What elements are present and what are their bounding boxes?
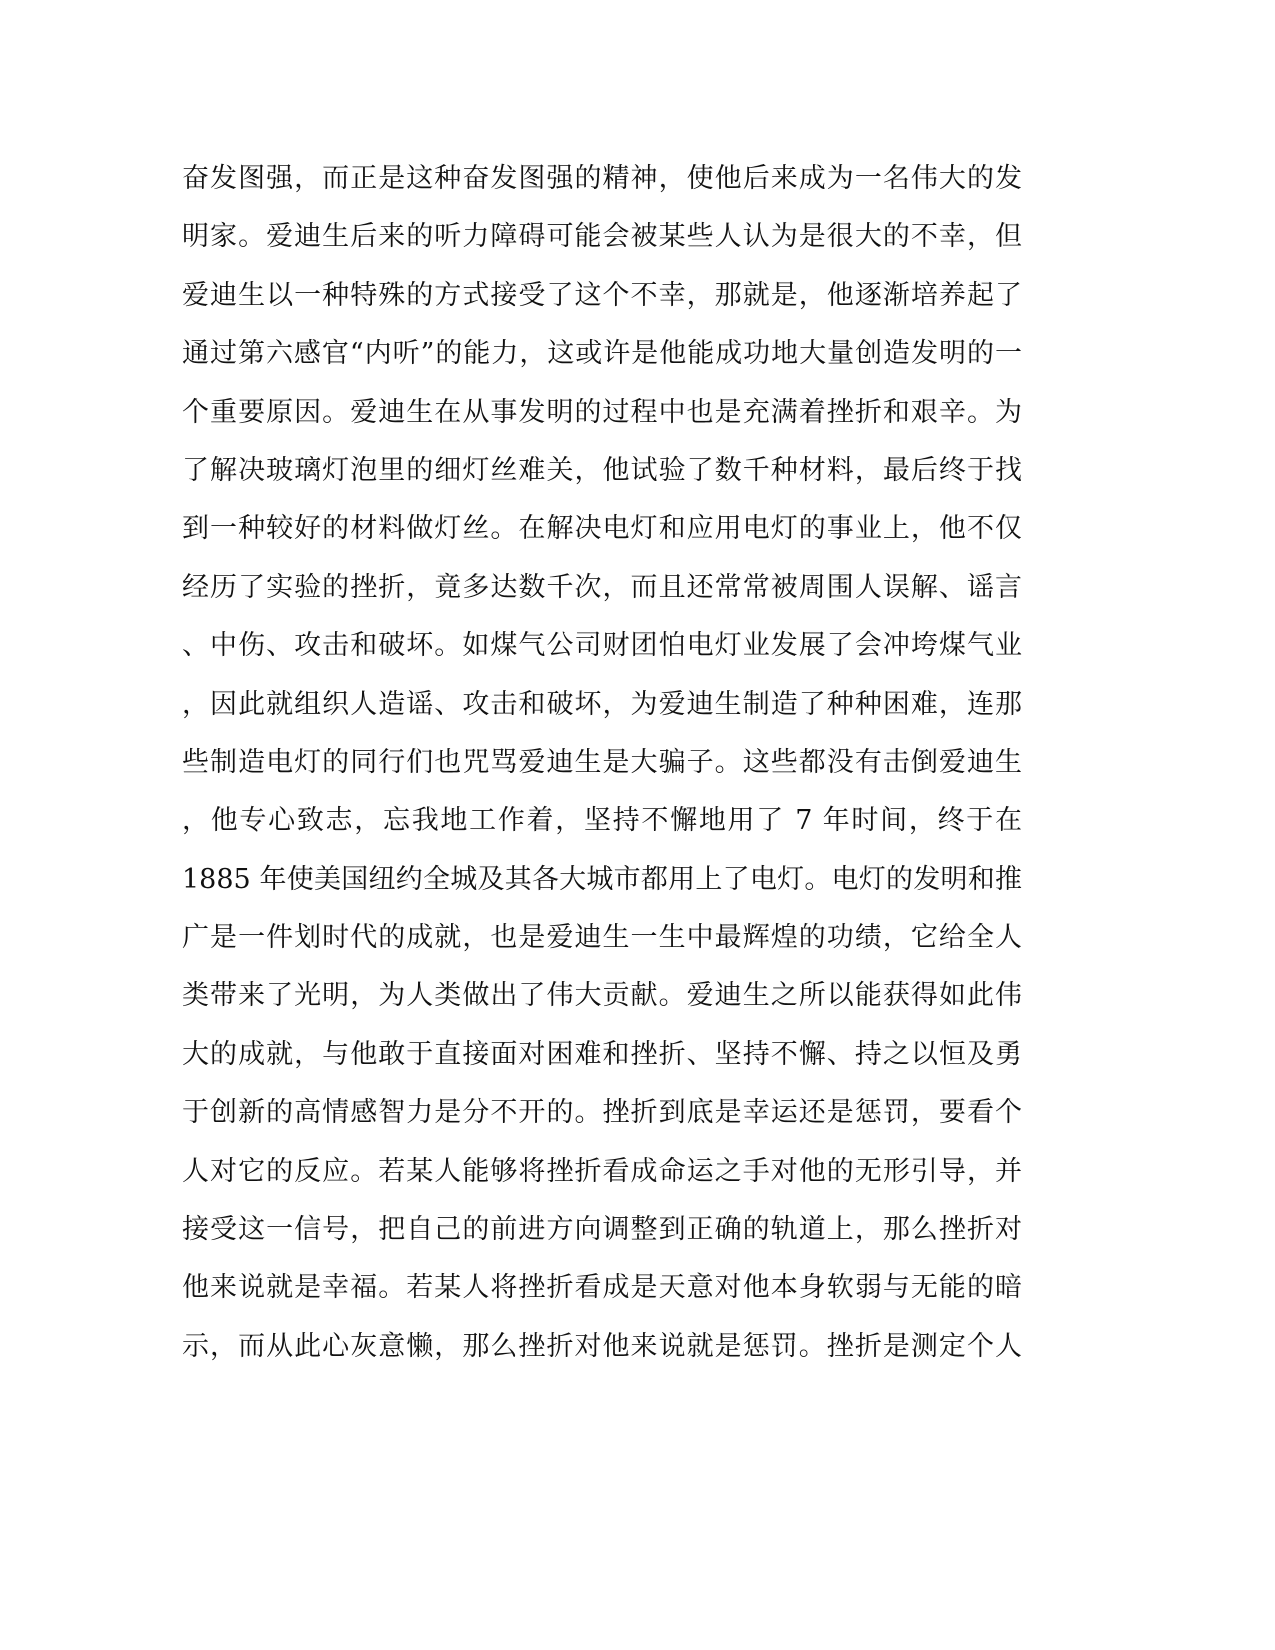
text-line: ，因此就组织人造谣、攻击和破坏，为爱迪生制造了种种困难，连那 — [182, 688, 1022, 720]
text-line: 1885 年使美国纽约全城及其各大城市都用上了电灯。电灯的发明和推 — [182, 863, 1022, 895]
text-line: 奋发图强，而正是这种奋发图强的精神，使他后来成为一名伟大的发 — [182, 163, 1022, 194]
text-line: 了解决玻璃灯泡里的细灯丝难关，他试验了数千种材料，最后终于找 — [182, 454, 1022, 486]
text-line: 通过第六感官“内听”的能力，这或许是他能成功地大量创造发明的一 — [182, 338, 1022, 370]
text-line: 明家。爱迪生后来的听力障碍可能会被某些人认为是很大的不幸，但 — [182, 221, 1022, 253]
body-text — [182, 150, 1022, 1376]
text-line: 接受这一信号，把自己的前进方向调整到正确的轨道上，那么挫折对 — [182, 1214, 1022, 1246]
text-line: 广是一件划时代的成就，也是爱迪生一生中最辉煌的功绩，它给全人 — [182, 922, 1022, 954]
text-line: 示，而从此心灰意懒，那么挫折对他来说就是惩罚。挫折是测定个人 — [182, 1330, 1022, 1362]
text-line: ，他专心致志，忘我地工作着，坚持不懈地用了 7 年时间，终于在 — [182, 805, 1022, 837]
text-line: 经历了实验的挫折，竟多达数千次，而且还常常被周围人误解、谣言 — [182, 571, 1022, 603]
text-line: 他来说就是幸福。若某人将挫折看成是天意对他本身软弱与无能的暗 — [182, 1272, 1022, 1304]
text-line: 、中伤、攻击和破坏。如煤气公司财团怕电灯业发展了会冲垮煤气业 — [182, 630, 1022, 662]
text-line: 到一种较好的材料做灯丝。在解决电灯和应用电灯的事业上，他不仅 — [182, 513, 1022, 545]
text-line: 人对它的反应。若某人能够将挫折看成命运之手对他的无形引导，并 — [182, 1155, 1022, 1187]
text-line: 爱迪生以一种特殊的方式接受了这个不幸，那就是，他逐渐培养起了 — [182, 279, 1022, 311]
text-line: 大的成就，与他敢于直接面对困难和挫折、坚持不懈、持之以恒及勇 — [182, 1038, 1022, 1070]
text-line: 些制造电灯的同行们也咒骂爱迪生是大骗子。这些都没有击倒爱迪生 — [182, 746, 1022, 778]
text-line: 于创新的高情感智力是分不开的。挫折到底是幸运还是惩罚，要看个 — [182, 1097, 1022, 1129]
text-line: 个重要原因。爱迪生在从事发明的过程中也是充满着挫折和艰辛。为 — [182, 396, 1022, 428]
text-line: 类带来了光明，为人类做出了伟大贡献。爱迪生之所以能获得如此伟 — [182, 980, 1022, 1012]
